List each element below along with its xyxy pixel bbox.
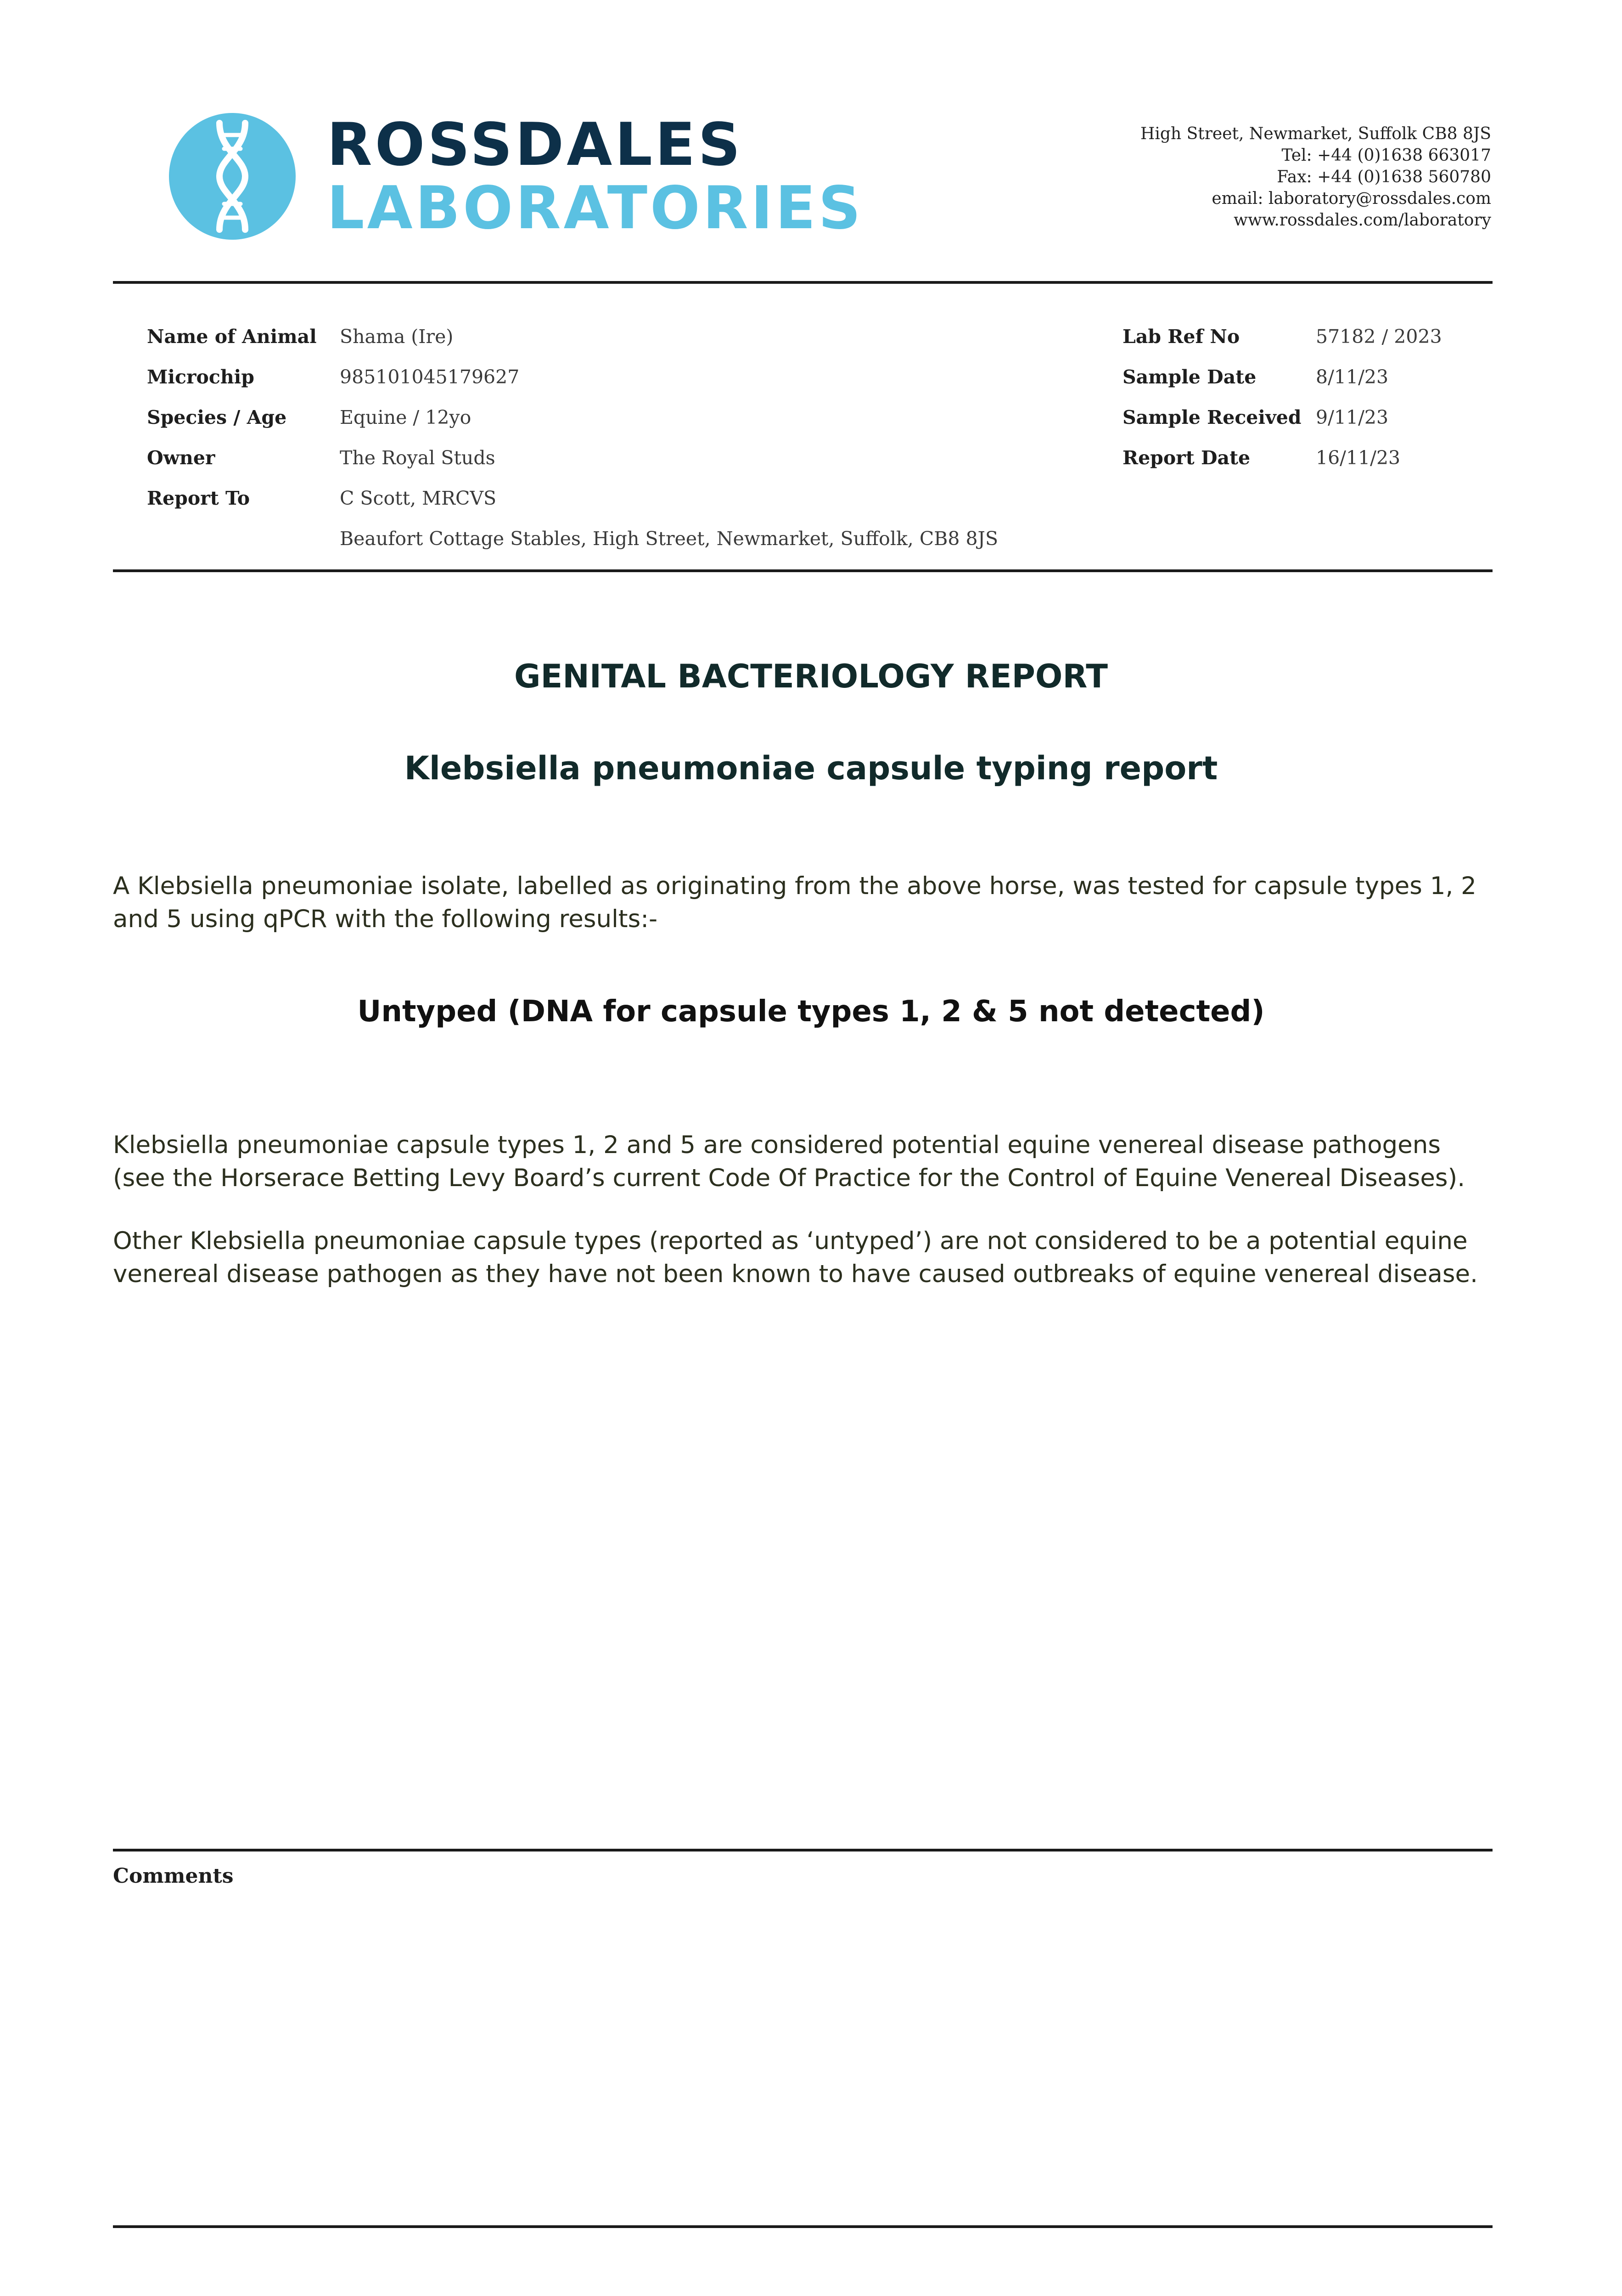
comments-label: Comments — [113, 1864, 234, 1888]
contact-tel: Tel: +44 (0)1638 663017 — [1281, 146, 1491, 165]
contact-web: www.rossdales.com/laboratory — [1234, 211, 1491, 230]
sample-received-value: 9/11/23 — [1316, 406, 1389, 428]
microchip-value: 985101045179627 — [340, 366, 520, 388]
species-label: Species / Age — [147, 406, 287, 428]
patient-labels — [147, 316, 317, 518]
footer-divider — [113, 2225, 1493, 2228]
comments-divider — [113, 1849, 1493, 1851]
patient-values — [340, 316, 998, 559]
report-title: GENITAL BACTERIOLOGY REPORT — [514, 658, 1108, 695]
report-subtitle: Klebsiella pneumoniae capsule typing report — [404, 749, 1218, 787]
contact-block — [1140, 123, 1491, 231]
species-value: Equine / 12yo — [340, 406, 471, 428]
brand-name — [327, 111, 864, 242]
sample-date-value: 8/11/23 — [1316, 366, 1389, 388]
brand-line-2: LABORATORIES — [327, 174, 864, 242]
name-value: Shama (Ire) — [340, 326, 454, 348]
dna-helix-icon — [169, 113, 296, 240]
sample-date-label: Sample Date — [1122, 366, 1257, 388]
report-to-label: Report To — [147, 487, 250, 509]
lab-values — [1316, 316, 1442, 478]
sample-received-label: Sample Received — [1122, 406, 1302, 428]
owner-label: Owner — [147, 447, 215, 469]
contact-fax: Fax: +44 (0)1638 560780 — [1277, 168, 1491, 186]
owner-value: The Royal Studs — [340, 447, 495, 469]
report-note-1: Klebsiella pneumoniae capsule types 1, 2 and 5 are considered potential equine venereal disease pathogens (see the Horserace Betting Levy Board’s current Code Of Practice for the Control of Equine Venereal Diseases). — [113, 1131, 1465, 1192]
microchip-label: Microchip — [147, 366, 254, 388]
name-label: Name of Animal — [147, 326, 317, 348]
logo — [169, 113, 296, 240]
report-intro: A Klebsiella pneumoniae isolate, labelled as originating from the above horse, was tested for capsule types 1, 2 and 5 using qPCR with the following results:- — [113, 872, 1476, 933]
lab-ref-value: 57182 / 2023 — [1316, 326, 1442, 348]
report-date-label: Report Date — [1122, 447, 1251, 469]
brand-line-1: ROSSDALES — [327, 111, 743, 179]
lab-ref-label: Lab Ref No — [1122, 326, 1240, 348]
report-to-value: C Scott, MRCVS — [340, 487, 497, 509]
lab-labels — [1122, 316, 1302, 478]
report-to-address: Beaufort Cottage Stables, High Street, Newmarket, Suffolk, CB8 8JS — [340, 528, 999, 550]
report-result: Untyped (DNA for capsule types 1, 2 & 5 not detected) — [357, 995, 1265, 1029]
info-divider — [113, 569, 1493, 572]
report-note-2: Other Klebsiella pneumoniae capsule types (reported as ‘untyped’) are not considered to be a potential equine venereal disease pathogen as they have not been known to have caused outbreaks of equine venereal disease. — [113, 1227, 1478, 1288]
contact-address: High Street, Newmarket, Suffolk CB8 8JS — [1140, 124, 1491, 143]
header-divider — [113, 281, 1493, 284]
contact-email: email: laboratory@rossdales.com — [1212, 189, 1491, 208]
report-date-value: 16/11/23 — [1316, 447, 1401, 469]
